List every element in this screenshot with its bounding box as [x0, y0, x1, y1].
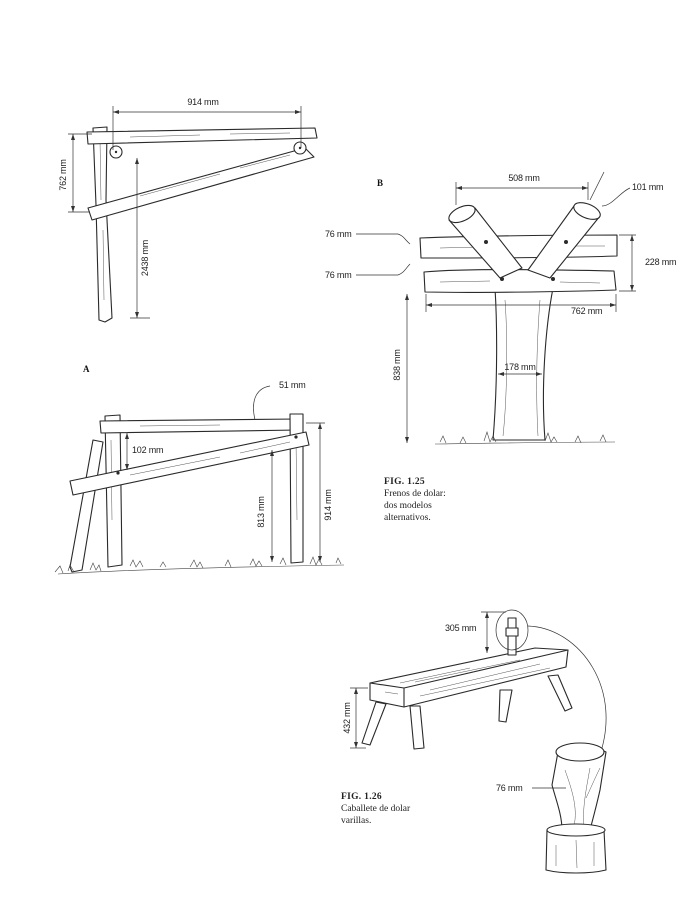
dim-914-right: 914 mm: [323, 489, 333, 521]
caption-fig-125-line-2: dos modelos: [384, 501, 432, 511]
dim-76-detail: 76 mm: [496, 783, 523, 793]
brake-a-leaning-post: [70, 440, 103, 572]
wall-brake-top-beam: [87, 128, 317, 144]
caption-fig-125: [384, 476, 446, 524]
dim-178: 178 mm: [504, 362, 536, 372]
caption-fig-126-line-2: varillas.: [341, 816, 372, 826]
fork-brake-diagram: [325, 172, 676, 444]
dim-762-b: 762 mm: [571, 306, 603, 316]
dim-914-top: 914 mm: [187, 97, 219, 107]
brake-b-lower-beam: [424, 270, 616, 293]
dim-432: 432 mm: [342, 702, 352, 734]
dim-2438: 2438 mm: [140, 239, 150, 277]
dim-813: 813 mm: [256, 496, 266, 528]
bench-leg-front-left: [362, 702, 386, 745]
wall-brake-diagram: [58, 96, 317, 322]
wall-brake-post: [93, 127, 112, 322]
dim-838: 838 mm: [392, 349, 402, 381]
brake-a-top-rail: [100, 419, 298, 433]
caption-fig-126-number: FIG. 1.26: [341, 792, 382, 802]
brake-a-left-post: [105, 415, 122, 567]
caption-fig-125-line-1: Frenos de dolar:: [384, 489, 446, 499]
dim-508: 508 mm: [508, 173, 540, 183]
caption-fig-126: [341, 791, 410, 827]
detail-arrow: [528, 626, 606, 760]
caption-fig-125-number: FIG. 1.25: [384, 477, 425, 487]
bench-leg-back-left: [499, 690, 512, 722]
dim-101: 101 mm: [632, 182, 664, 192]
dim-102: 102 mm: [132, 445, 164, 455]
dim-762-left: 762 mm: [58, 159, 68, 191]
brake-b-upper-beam: [420, 235, 617, 258]
dim-76-upper: 76 mm: [325, 229, 352, 239]
caption-fig-125-line-3: alternativos.: [384, 513, 431, 523]
bench-leg-back-right: [548, 675, 572, 711]
bench-diagram: [342, 610, 606, 873]
wall-brake-brace: [88, 148, 314, 220]
dim-228: 228 mm: [645, 257, 677, 267]
dim-305: 305 mm: [445, 623, 477, 633]
dim-76-lower: 76 mm: [325, 270, 352, 280]
bench-leg-front-right: [410, 706, 424, 749]
freestanding-brake-diagram: [55, 380, 344, 574]
label-a: A: [83, 364, 90, 374]
dim-51: 51 mm: [279, 380, 306, 390]
label-b: B: [377, 178, 384, 188]
caption-fig-126-line-1: Caballete de dolar: [341, 804, 411, 814]
